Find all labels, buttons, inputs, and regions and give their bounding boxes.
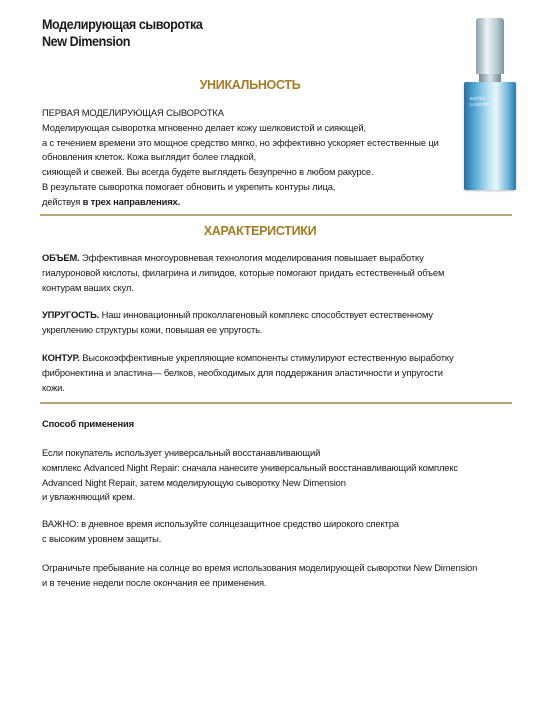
characteristic-elasticity-term: УПРУГОСТЬ. bbox=[42, 309, 100, 320]
usage-heading: Способ применения bbox=[42, 418, 134, 429]
divider-1 bbox=[40, 214, 512, 216]
characteristic-contour-line-3: кожи. bbox=[42, 381, 65, 393]
characteristic-volume-term: ОБЪЕМ. bbox=[42, 252, 80, 263]
usage-p2-line-1: ВАЖНО: в дневное время используйте солнцезащитное средство широкого спектра bbox=[42, 518, 399, 529]
characteristic-contour-term: КОНТУР. bbox=[42, 352, 80, 363]
usage-p3-line-2: и в течение недели после окончания ее применения. bbox=[42, 576, 267, 588]
characteristic-contour bbox=[42, 351, 454, 395]
characteristic-volume-line-2: гиалуроновой кислоты, филагрина и липидов, которые помогают придать естественный объем bbox=[42, 266, 445, 278]
usage-p1-line-4: и увлажняющий крем. bbox=[42, 491, 136, 503]
bottle-brand-line-2: LAUDER bbox=[470, 101, 490, 107]
characteristic-elasticity-line-2: укреплению структуры кожи, повышая ее упругость. bbox=[42, 323, 263, 335]
bottle-cap bbox=[476, 18, 504, 74]
characteristic-volume-line-1: Эффективная многоуровневая технология моделирования повышает выработку bbox=[79, 252, 424, 263]
characteristic-elasticity bbox=[42, 308, 433, 338]
bottle-body bbox=[464, 82, 516, 190]
uniqueness-last-bold: в трех направлениях. bbox=[82, 195, 181, 207]
uniqueness-line-2: Моделирующая сыворотка мгновенно делает кожу шелковистой и сияющей, bbox=[42, 121, 366, 133]
bottle-brand-line-1: ESTÉE bbox=[470, 96, 486, 101]
usage-p2-line-2: с высоким уровнем защиты. bbox=[42, 532, 162, 544]
characteristic-contour-line-2: фибронектина и эластина— белков, необходимых для поддержания эластичности и упругости bbox=[42, 366, 443, 378]
characteristic-volume-line-3: контурам ваших скул. bbox=[42, 281, 134, 293]
usage-p1-line-2: комплекс Advanced Night Repair: сначала нанесите универсальный восстанавливающий комплекс bbox=[42, 461, 458, 473]
usage-paragraph-3 bbox=[42, 561, 477, 591]
divider-2 bbox=[40, 402, 512, 404]
product-bottle-image bbox=[462, 18, 518, 190]
uniqueness-line-7 bbox=[42, 195, 439, 210]
usage-paragraph-2 bbox=[42, 517, 399, 547]
characteristic-elasticity-line-1: Наш инновационный проколлагеновый комплекс способствует естественному bbox=[99, 309, 433, 320]
uniqueness-line-6: В результате сыворотка помогает обновить и укрепить контуры лица, bbox=[42, 180, 336, 192]
uniqueness-heading: УНИКАЛЬНОСТЬ bbox=[199, 78, 301, 92]
uniqueness-line-5: сияющей и свежей. Вы всегда будете выглядеть безупречно в любом ракурсе. bbox=[42, 166, 374, 178]
document-title bbox=[42, 16, 202, 50]
title-line-2: New Dimension bbox=[42, 33, 130, 49]
usage-paragraph-1 bbox=[42, 446, 458, 505]
usage-p3-line-1: Ограничьте пребывание на солнце во время использования моделирующей сыворотки New Dimension bbox=[42, 562, 478, 573]
characteristic-contour-line-1: Высокоэффективные укрепляющие компоненты стимулируют естественную выработку bbox=[79, 352, 454, 363]
usage-p1-line-3: Advanced Night Repair, затем моделирующую сыворотку New Dimension bbox=[42, 476, 346, 488]
usage-p1-line-1: Если покупатель использует универсальный восстанавливающий bbox=[42, 447, 321, 458]
uniqueness-text bbox=[42, 106, 439, 210]
uniqueness-last-prefix: действуя bbox=[42, 195, 83, 207]
bottle-neck bbox=[479, 74, 501, 82]
uniqueness-line-4: обновления клеток. Кожа выглядит более гладкой, bbox=[42, 151, 257, 163]
uniqueness-line-3: а с течением времени это мощное средство мягко, но эффективно ускоряет естественные ци bbox=[42, 136, 439, 148]
characteristic-volume bbox=[42, 251, 444, 295]
uniqueness-line-1: ПЕРВАЯ МОДЕЛИРУЮЩАЯ СЫВОРОТКА bbox=[42, 107, 224, 118]
bottle-brand-label bbox=[470, 96, 510, 107]
title-line-1: Моделирующая сыворотка bbox=[42, 16, 203, 32]
characteristics-heading: ХАРАКТЕРИСТИКИ bbox=[203, 224, 317, 238]
